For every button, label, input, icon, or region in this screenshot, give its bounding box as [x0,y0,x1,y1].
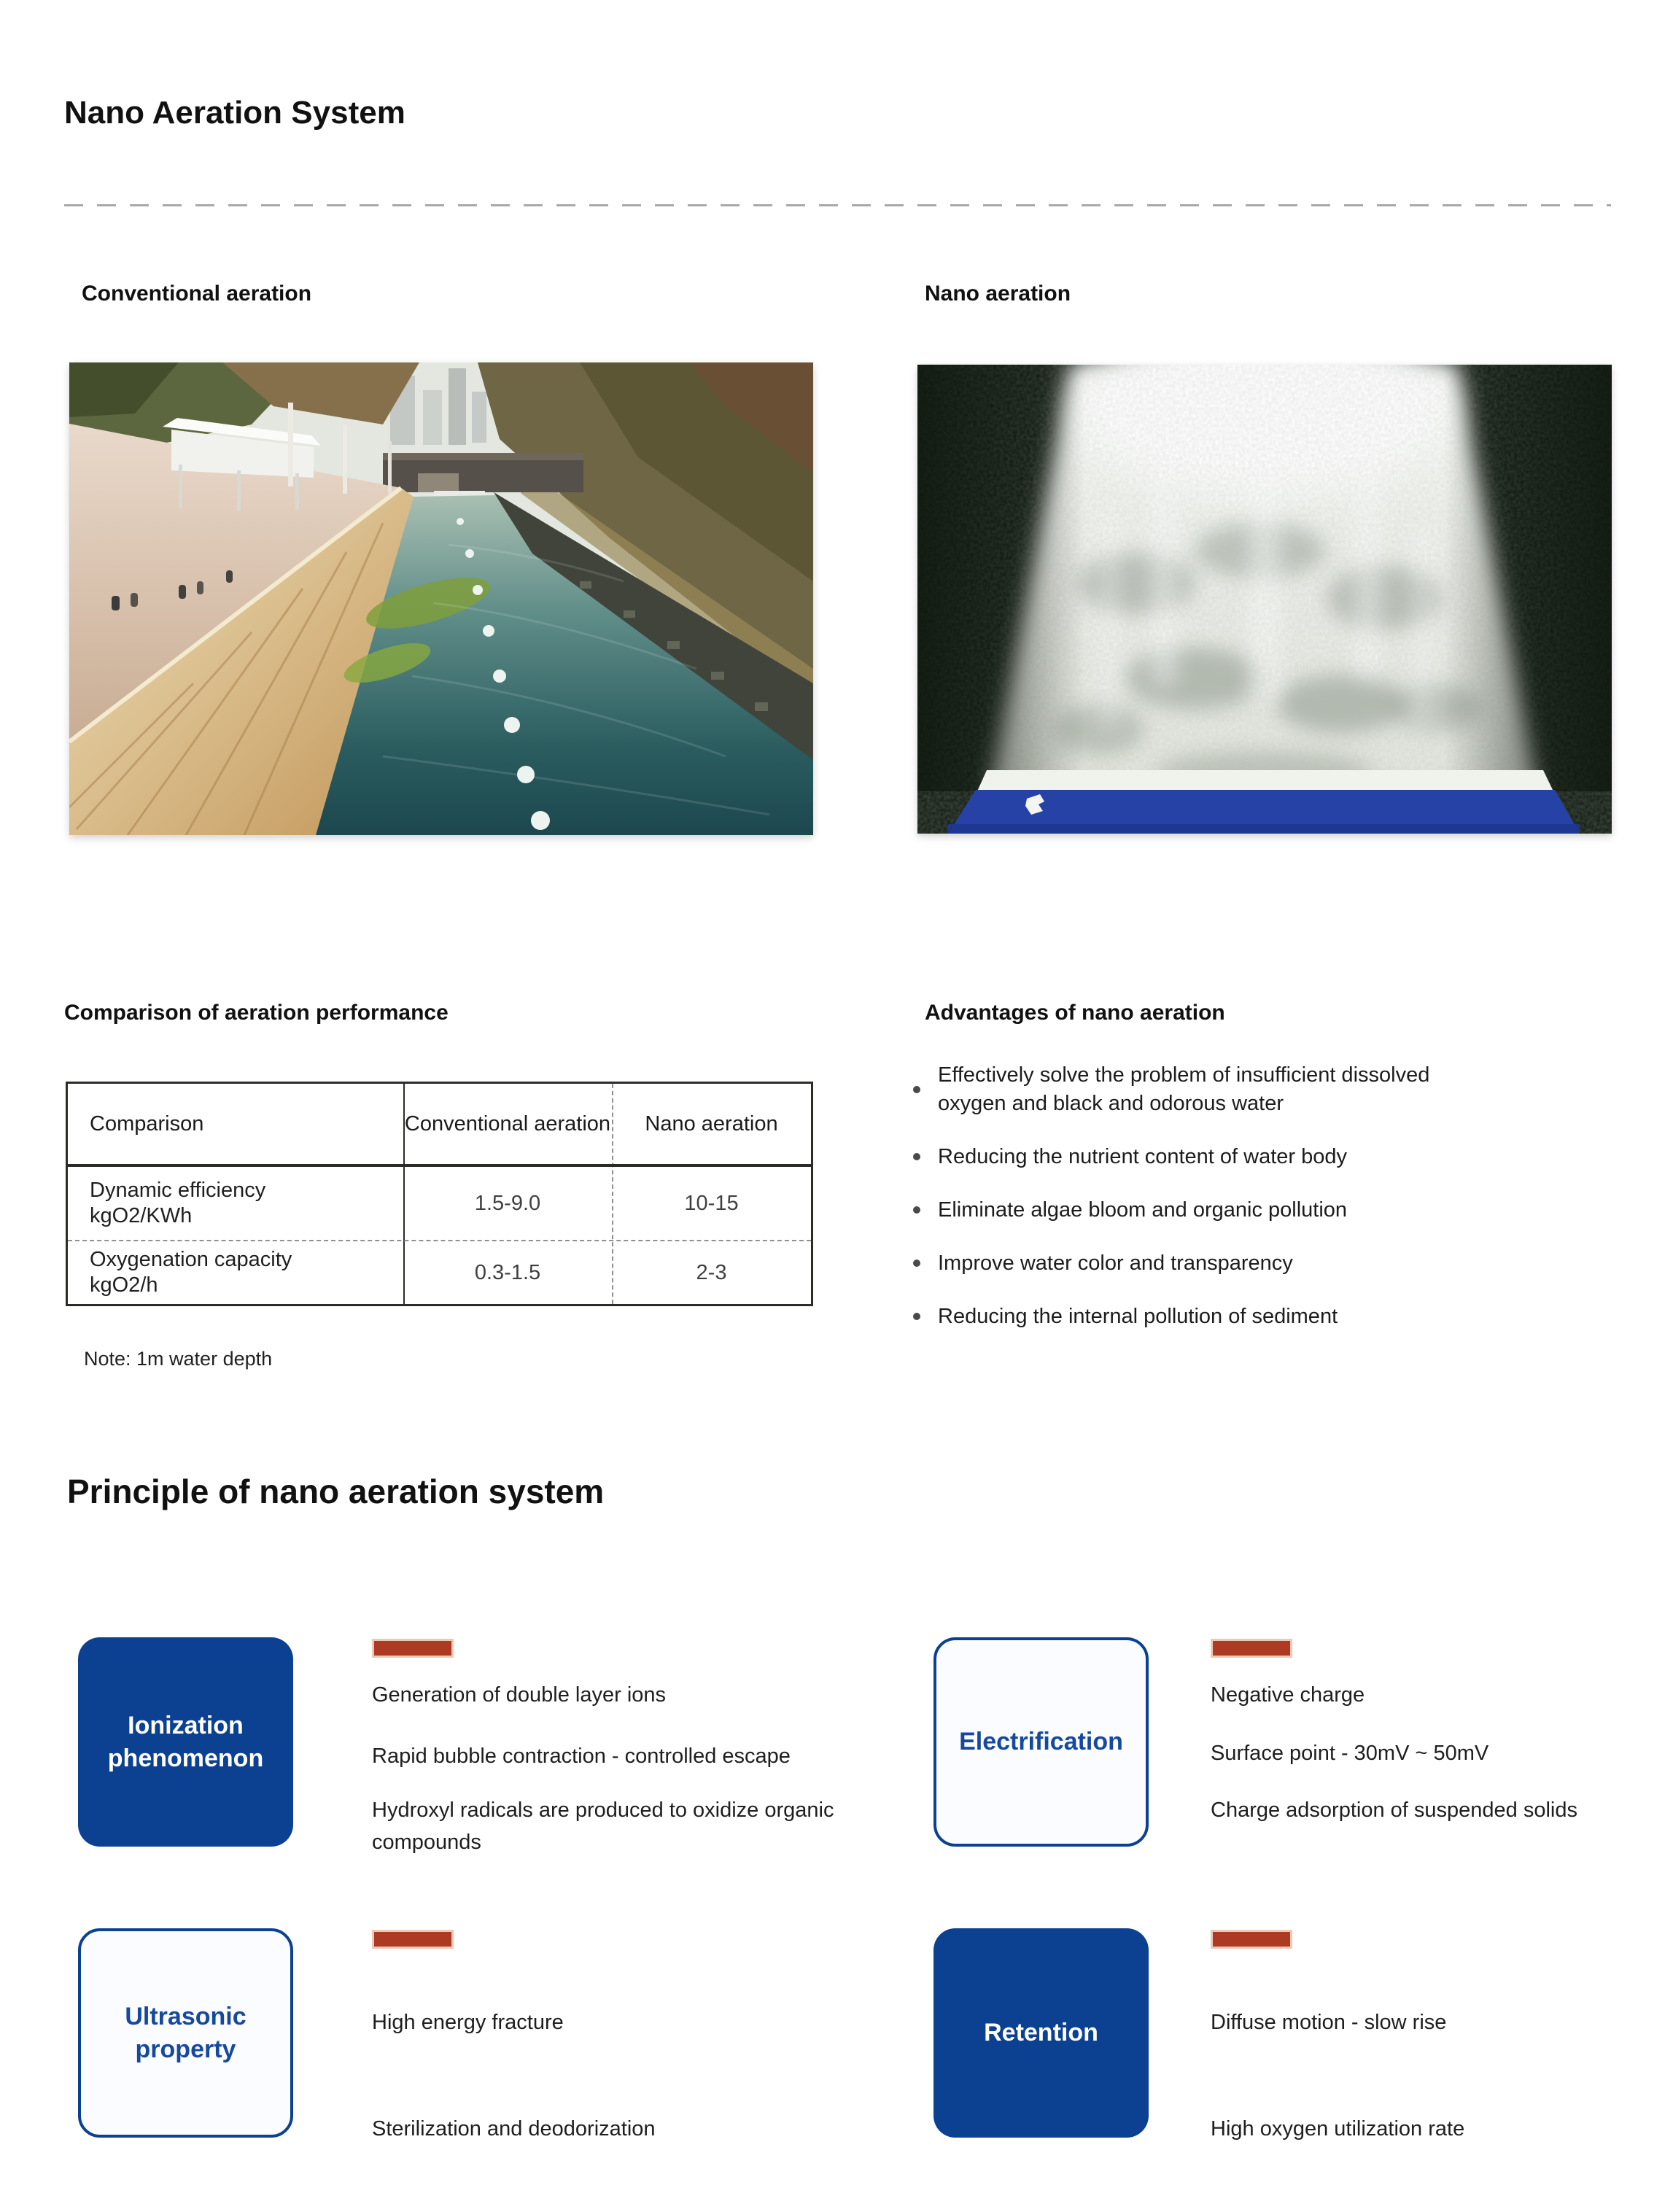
conventional-aeration-photo [69,362,813,835]
row-unit: kgO2/h [90,1273,158,1297]
value-oxygenation-nano: 2-3 [696,1260,727,1284]
advantage-item [913,1195,1650,1225]
point-text: Hydroxyl radicals are produced to oxidize organic compounds [372,1798,834,1854]
bullet-dot [913,1086,920,1093]
caption-conventional-aeration: Conventional aeration [82,282,312,306]
advantage-item [913,1061,1650,1118]
value-dynamic-conventional: 1.5-9.0 [474,1191,541,1215]
advantages-list [913,1061,1650,1355]
point-text: Rapid bubble contraction - controlled escape [372,1745,791,1768]
card-electrification: Electrification [933,1637,1149,1847]
comparison-table [66,1082,813,1306]
bullet-dot [913,1206,920,1214]
row-unit: kgO2/KWh [90,1204,193,1227]
advantage-text: Effectively solve the problem of insufficient dissolved oxygen and black and odorous water [938,1063,1430,1116]
table-header-conventional: Conventional aeration [404,1111,611,1136]
advantage-item [913,1302,1650,1331]
value-oxygenation-conventional: 0.3-1.5 [474,1260,541,1284]
advantage-text: Reducing the internal pollution of sediment [938,1304,1338,1328]
point-text: High oxygen utilization rate [1211,2117,1465,2141]
bullet-dot [913,1313,920,1320]
principle-heading: Principle of nano aeration system [67,1472,605,1510]
dashed-separator [64,204,1611,206]
card-ultrasonic-property: Ultrasonic property [78,1928,293,2138]
advantage-text: Eliminate algae bloom and organic pollution [938,1198,1348,1222]
page-title: Nano Aeration System [64,95,405,131]
caption-nano-aeration: Nano aeration [925,282,1071,306]
advantage-item [913,1142,1650,1171]
card-ionization-phenomenon: Ionization phenomenon [78,1637,293,1847]
advantage-text: Improve water color and transparency [938,1251,1293,1275]
bullet-dot [913,1153,920,1160]
table-header-nano: Nano aeration [645,1111,778,1136]
advantages-heading: Advantages of nano aeration [925,1001,1225,1025]
point-text: Sterilization and deodorization [372,2117,656,2141]
card-points [372,1637,882,1854]
comparison-heading: Comparison of aeration performance [64,1001,449,1025]
value-dynamic-nano: 10-15 [684,1191,739,1215]
card-points [372,1928,882,2141]
bullet-dot [913,1260,920,1267]
table-header-comparison: Comparison [90,1111,204,1136]
table-row-dynamic-efficiency [68,1167,403,1240]
advantage-text: Reducing the nutrient content of water body [938,1144,1348,1168]
row-parameter: Oxygenation capacity [90,1248,292,1272]
nano-aeration-photo [917,365,1612,834]
card-retention: Retention [933,1928,1149,2138]
card-points [1211,1637,1673,1847]
table-note: Note: 1m water depth [84,1348,273,1370]
point-text: Negative charge [1211,1683,1365,1707]
advantage-item [913,1249,1650,1278]
point-text: Diffuse motion - slow rise [1211,2011,1447,2034]
table-row-oxygenation-capacity [68,1241,403,1304]
card-points [1211,1928,1673,2141]
point-text: High energy fracture [372,2011,564,2034]
point-text: Charge adsorption of suspended solids [1211,1798,1577,1822]
point-text: Surface point - 30mV ~ 50mV [1211,1742,1489,1765]
point-text: Generation of double layer ions [372,1683,667,1707]
row-parameter: Dynamic efficiency [90,1179,266,1203]
